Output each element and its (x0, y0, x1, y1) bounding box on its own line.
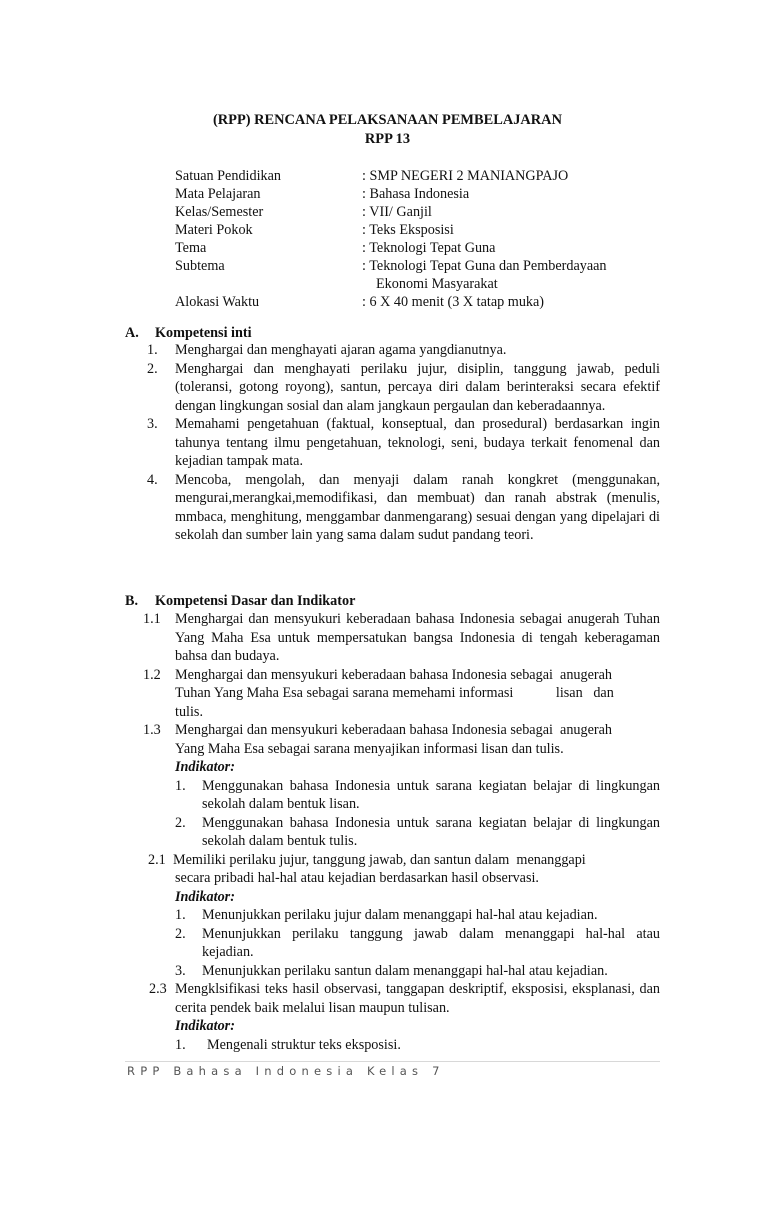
identity-table (175, 167, 675, 311)
indikator-text: Mengenali struktur teks eksposisi. (207, 1036, 401, 1053)
item-number: 4. (147, 471, 158, 488)
section-letter: A. (125, 325, 139, 341)
indikator-text: Menunjukkan perilaku tanggung jawab dalam menanggapi hal-hal atau kejadian. (202, 925, 660, 960)
indikator-label: Indikator: (175, 1018, 235, 1034)
kd-item (130, 980, 660, 1017)
list-item (130, 341, 660, 360)
section-b-heading (125, 592, 355, 610)
identity-row (175, 185, 675, 203)
section-letter: B. (125, 593, 139, 609)
indikator-text: Menunjukkan perilaku santun dalam menanggapi hal-hal atau kejadian. (202, 962, 608, 979)
kd-number: 1.3 (143, 722, 161, 738)
identity-row (175, 203, 675, 221)
identity-label: Satuan Pendidikan (175, 168, 281, 184)
item-number: 2. (147, 360, 158, 377)
kd-text-line: Tuhan Yang Maha Esa sebagai sarana memehami informasi lisan dan (175, 685, 614, 701)
identity-label: Alokasi Waktu (175, 294, 260, 310)
indikator-number: 2. (175, 814, 186, 831)
item-text: Menghargai dan menghayati ajaran agama yangdianutnya. (175, 342, 507, 358)
identity-value-continuation: Ekonomi Masyarakat (376, 276, 498, 292)
identity-label: Tema (175, 240, 207, 256)
kd-item (130, 721, 660, 758)
indikator-number: 1. (175, 907, 186, 923)
indikator-item (130, 962, 660, 981)
identity-value: : 6 X 40 menit (3 X tatap muka) (362, 294, 545, 310)
indikator-item (130, 925, 660, 962)
indikator-number: 1. (175, 1036, 186, 1053)
identity-row (175, 293, 675, 311)
item-number: 1. (147, 342, 158, 358)
indikator-item (130, 1036, 660, 1055)
kd-number: 1.2 (143, 666, 161, 683)
item-text: Mencoba, mengolah, dan menyaji dalam ranah kongkret (menggunakan, mengurai,merangkai,memodifikasi, dan membuat) dan ranah abstrak (menulis, mmbaca, menghitung, menggambar danmengarang) sesuai dengan yang dipelajari di sekolah dan sumber lain yang sama dalam sudut pandang teori. (175, 471, 660, 543)
indikator-label: Indikator: (175, 759, 235, 775)
list-item (130, 415, 660, 471)
kd-item (130, 851, 660, 888)
indikator-number: 3. (175, 962, 186, 979)
indikator-item (130, 814, 660, 851)
identity-label: Mata Pelajaran (175, 186, 261, 202)
list-item (130, 471, 660, 545)
kd-number: 1.1 (143, 611, 161, 627)
kd-text-line: Yang Maha Esa sebagai sarana menyajikan informasi lisan dan tulis. (175, 740, 564, 757)
identity-row (175, 167, 675, 185)
indikator-item (130, 906, 660, 925)
kd-text: Menghargai dan mensyukuri keberadaan bahasa Indonesia sebagai anugerah Tuhan Yang Maha Esa untuk mempersatukan bangsa Indonesia di tengah keberagaman bahsa dan budaya. (175, 611, 660, 664)
kd-text-line: tulis. (175, 703, 203, 720)
section-b-list (130, 610, 660, 1054)
indikator-label: Indikator: (175, 888, 235, 905)
item-number: 3. (147, 416, 158, 432)
footer-divider (125, 1061, 660, 1062)
section-title: Kompetensi inti (155, 325, 252, 341)
kd-text-line: Menghargai dan mensyukuri keberadaan bahasa Indonesia sebagai anugerah (175, 666, 613, 683)
identity-value: : Teknologi Tepat Guna (362, 240, 496, 256)
identity-value: : Teks Eksposisi (362, 222, 454, 238)
indikator-text: Menggunakan bahasa Indonesia untuk sarana kegiatan belajar di lingkungan sekolah dalam bentuk tulis. (202, 814, 660, 849)
kd-text-line: secara pribadi hal-hal atau kejadian berdasarkan hasil observasi. (175, 870, 539, 886)
section-title: Kompetensi Dasar dan Indikator (155, 593, 356, 609)
identity-value: : VII/ Ganjil (362, 204, 432, 220)
indikator-number: 1. (175, 777, 186, 794)
identity-row (175, 257, 675, 275)
indikator-item (130, 777, 660, 814)
document-title: (RPP) RENCANA PELAKSANAAN PEMBELAJARAN (213, 112, 562, 128)
identity-value: : Bahasa Indonesia (362, 186, 470, 202)
kd-item (130, 610, 660, 666)
identity-row (175, 275, 675, 293)
page-footer: RPP Bahasa Indonesia Kelas 7 (127, 1064, 445, 1078)
identity-row (175, 221, 675, 239)
identity-label: Kelas/Semester (175, 204, 264, 220)
kd-number: 2.1 (148, 851, 166, 868)
item-text: Memahami pengetahuan (faktual, konseptual, dan prosedural) berdasarkan ingin tahunya tentang ilmu pengetahuan, teknologi, seni, budaya terkait fenomenal dan kejadian tampak mata. (175, 416, 660, 469)
kd-number: 2.3 (149, 981, 167, 997)
identity-value: : SMP NEGERI 2 MANIANGPAJO (362, 168, 569, 184)
document-subtitle: RPP 13 (364, 131, 411, 147)
kd-text: Mengklsifikasi teks hasil observasi, tanggapan deskriptif, eksposisi, eksplanasi, dan cerita pendek baik melalui lisan maupun tulisan. (175, 981, 660, 1016)
indikator-text: Menunjukkan perilaku jujur dalam menanggapi hal-hal atau kejadian. (202, 907, 598, 923)
section-a-heading (125, 324, 252, 342)
indikator-text: Menggunakan bahasa Indonesia untuk sarana kegiatan belajar di lingkungan sekolah dalam bentuk lisan. (202, 777, 660, 812)
kd-text-line: Menghargai dan mensyukuri keberadaan bahasa Indonesia sebagai anugerah (175, 722, 613, 738)
identity-label: Subtema (175, 258, 225, 274)
kd-item (130, 666, 660, 722)
identity-label: Materi Pokok (175, 222, 253, 238)
item-text: Menghargai dan menghayati perilaku jujur, disiplin, tanggung jawab, peduli (toleransi, gotong royong), santun, percaya diri dalam berinteraksi secara efektif dengan lingkungan sosial dan alam jangkaun pergaulan dan keberadaannya. (175, 360, 660, 414)
list-item (130, 360, 660, 416)
identity-value: : Teknologi Tepat Guna dan Pemberdayaan (362, 258, 607, 274)
identity-row (175, 239, 675, 257)
indikator-number: 2. (175, 925, 186, 942)
section-a-list (130, 341, 660, 545)
kd-text-line: Memiliki perilaku jujur, tanggung jawab, dan santun dalam menanggapi (173, 851, 586, 868)
